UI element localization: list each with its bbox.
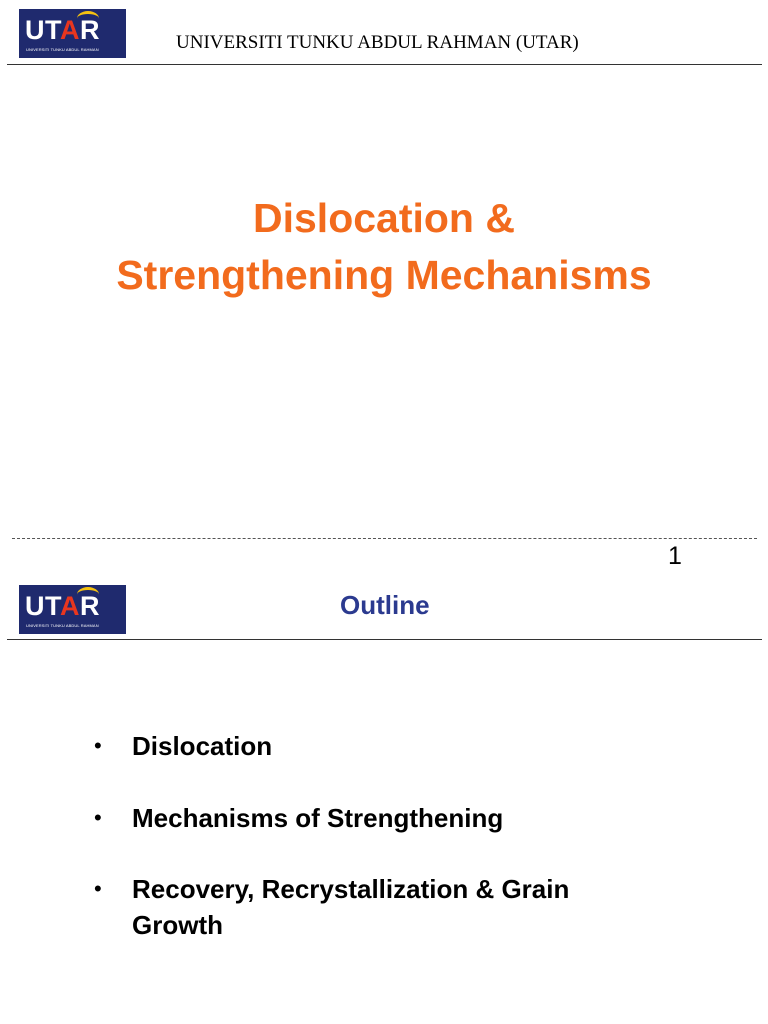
logo-tagline: UNIVERSITI TUNKU ABDUL RAHMAN [26,623,99,628]
header-rule [7,639,762,640]
bullet-icon: • [94,733,102,758]
utar-logo [19,9,126,58]
page-number: 1 [668,542,682,570]
slide-separator [12,538,757,539]
slide-title-line1: Dislocation & [253,195,515,241]
logo-wordmark: UTAR [25,591,100,621]
list-item-text: Mechanisms of Strengthening [132,803,504,833]
header-rule [7,64,762,65]
utar-logo [19,585,126,634]
list-item-text: Recovery, Recrystallization & Grain Growth [132,874,570,940]
university-header: UNIVERSITI TUNKU ABDUL RAHMAN (UTAR) [176,32,579,53]
list-item-text: Dislocation [132,731,273,761]
bullet-icon: • [94,876,102,901]
bullet-icon: • [94,805,102,830]
slide-title-line2: Strengthening Mechanisms [116,252,652,298]
logo-wordmark: UTAR [25,15,100,45]
outline-title: Outline [340,590,430,620]
logo-tagline: UNIVERSITI TUNKU ABDUL RAHMAN [26,47,99,52]
